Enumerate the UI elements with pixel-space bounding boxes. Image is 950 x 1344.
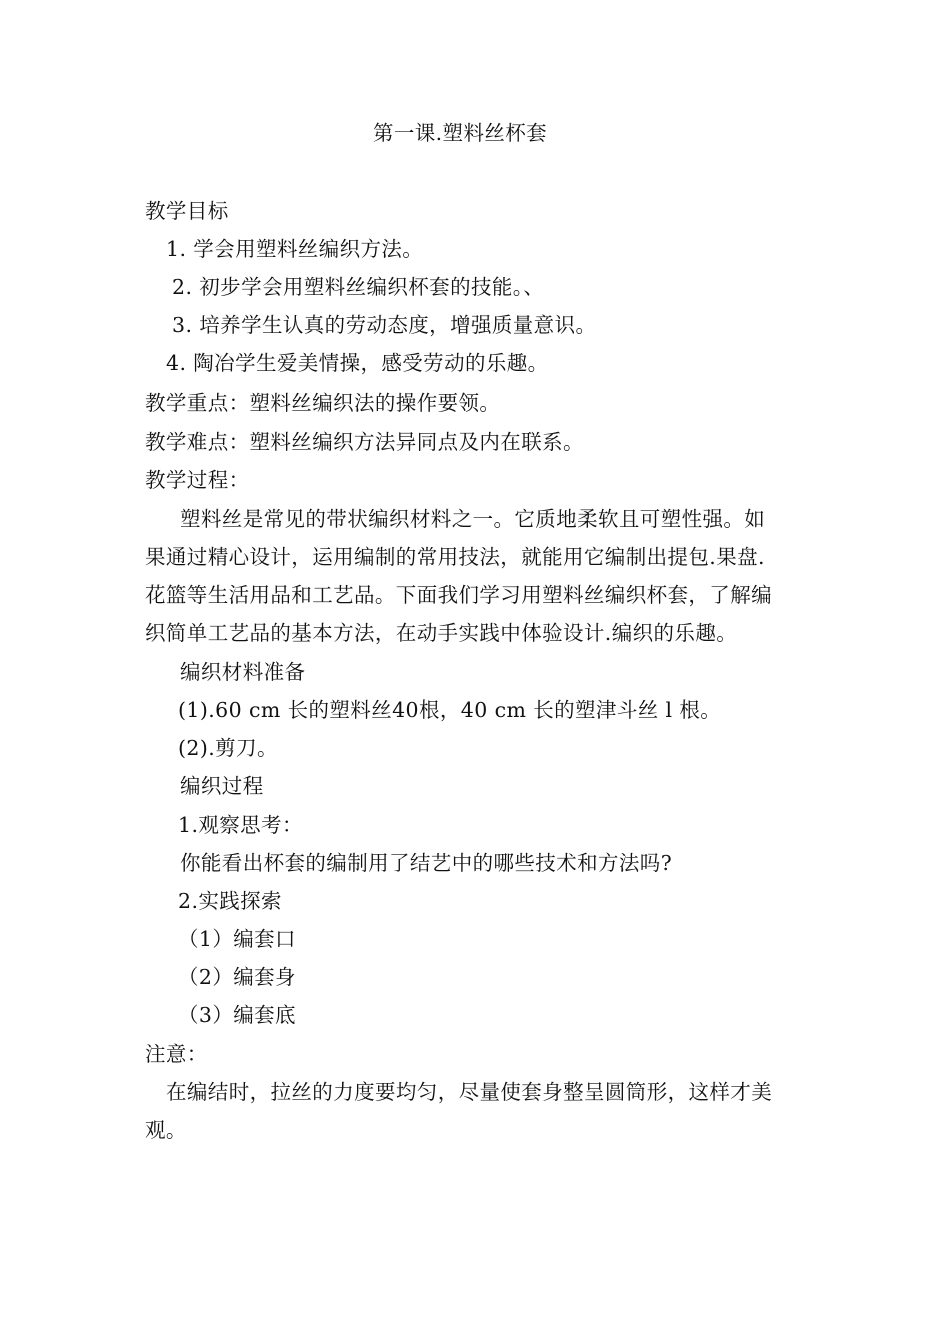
step2-item: （2）编套身 <box>178 965 296 989</box>
note-text-line: 观。 <box>145 1118 187 1142</box>
note-heading: 注意： <box>145 1042 208 1066</box>
step2-item: （3）编套底 <box>178 1003 296 1027</box>
page-title: 第一课.塑料丝杯套 <box>372 121 548 145</box>
process-heading: 教学过程： <box>145 468 250 492</box>
process-sub-heading: 编织过程 <box>180 774 264 798</box>
objective-item: 2. 初步学会用塑料丝编织杯套的技能。、 <box>172 275 545 299</box>
difficulty: 教学难点：塑料丝编织方法异同点及内在联系。 <box>145 430 584 454</box>
material-item: (1).60 cm 长的塑料丝40根，40 cm 长的塑津斗丝 l 根。 <box>178 698 722 722</box>
objectives-heading: 教学目标 <box>145 199 229 223</box>
material-item: (2).剪刀。 <box>178 736 278 760</box>
step2-heading: 2.实践探索 <box>178 889 282 913</box>
materials-heading: 编织材料准备 <box>180 660 306 684</box>
objective-item: 3. 培养学生认真的劳动态度，增强质量意识。 <box>172 313 597 337</box>
objective-item: 1. 学会用塑料丝编织方法。 <box>166 237 424 261</box>
step1-question: 你能看出杯套的编制用了结艺中的哪些技术和方法吗? <box>180 851 673 875</box>
note-text-line: 在编结时，拉丝的力度要均匀，尽量使套身整呈圆筒形，这样才美 <box>166 1080 773 1104</box>
intro-paragraph-line: 塑料丝是常见的带状编织材料之一。它质地柔软且可塑性强。如 <box>180 507 766 531</box>
step2-item: （1）编套口 <box>178 927 296 951</box>
intro-paragraph-line: 织简单工艺品的基本方法，在动手实践中体验设计.编织的乐趣。 <box>145 621 738 645</box>
step1-heading: 1.观察思考： <box>178 813 303 837</box>
intro-paragraph-line: 果通过精心设计，运用编制的常用技法，就能用它编制出提包.果盘. <box>145 545 765 569</box>
objective-item: 4. 陶冶学生爱美情操，感受劳动的乐趣。 <box>166 351 549 375</box>
key-point: 教学重点：塑料丝编织法的操作要领。 <box>145 391 501 415</box>
intro-paragraph-line: 花篮等生活用品和工艺品。下面我们学习用塑料丝编织杯套，了解编 <box>145 583 772 607</box>
